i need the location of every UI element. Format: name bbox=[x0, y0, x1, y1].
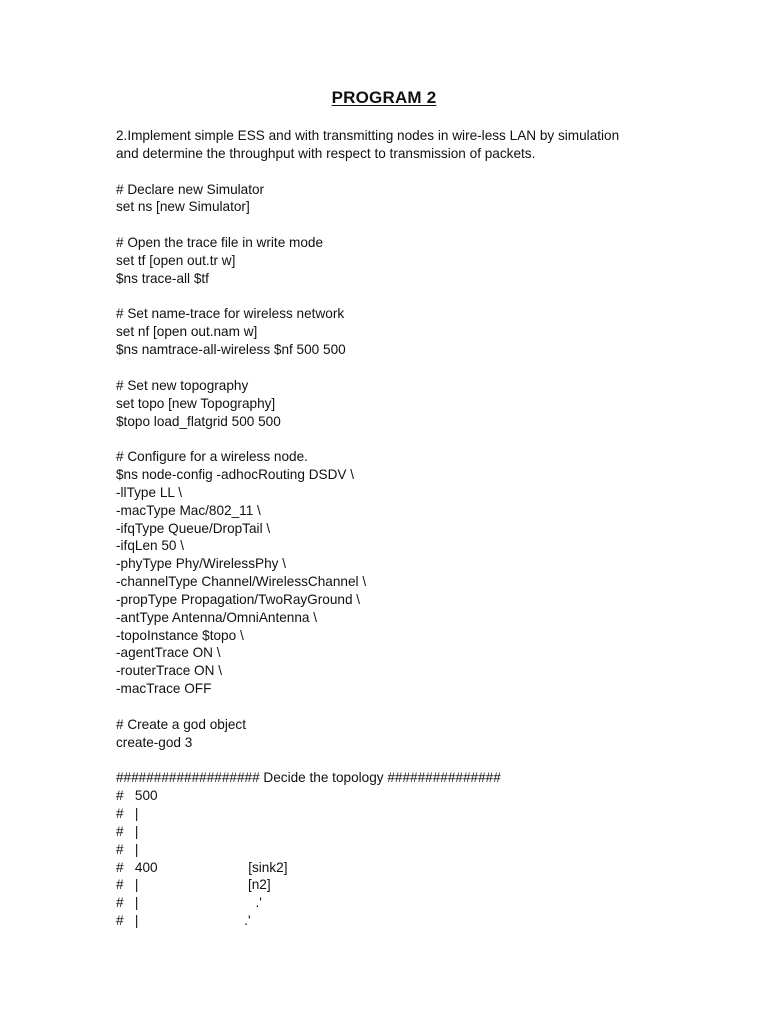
text-line: set ns [new Simulator] bbox=[116, 199, 250, 215]
text-line: -topoInstance $topo \ bbox=[116, 627, 244, 643]
text-line: -ifqLen 50 \ bbox=[116, 538, 185, 554]
text-line: -phyType Phy/WirelessPhy \ bbox=[116, 556, 286, 572]
text-line: # Set name-trace for wireless network bbox=[116, 306, 345, 322]
blank-line bbox=[116, 288, 716, 306]
page-title: PROGRAM 2 bbox=[331, 88, 437, 107]
text-line: set nf [open out.nam w] bbox=[116, 324, 258, 340]
blank-line bbox=[116, 216, 716, 234]
text-line: $ns namtrace-all-wireless $nf 500 500 bbox=[116, 342, 346, 358]
text-line: # | bbox=[116, 841, 139, 857]
text-line: -ifqType Queue/DropTail \ bbox=[116, 520, 271, 536]
program-text bbox=[116, 127, 716, 930]
text-line: 2.Implement simple ESS and with transmitting nodes in wire-less LAN by simulation bbox=[116, 128, 620, 143]
text-line: # 500 bbox=[116, 788, 158, 804]
text-line: # | bbox=[116, 823, 139, 839]
text-line: # | .' bbox=[116, 913, 251, 929]
text-line: -macTrace OFF bbox=[116, 681, 212, 697]
blank-line bbox=[116, 698, 716, 716]
text-line: create-god 3 bbox=[116, 734, 193, 750]
text-line: set topo [new Topography] bbox=[116, 395, 276, 411]
text-line: set tf [open out.tr w] bbox=[116, 252, 236, 268]
text-line: # Configure for a wireless node. bbox=[116, 449, 308, 465]
text-line: ################### Decide the topology ############### bbox=[116, 770, 501, 786]
text-line: # | bbox=[116, 806, 139, 822]
text-line: -routerTrace ON \ bbox=[116, 663, 223, 679]
blank-line bbox=[116, 163, 716, 181]
blank-line bbox=[116, 359, 716, 377]
text-line: -macType Mac/802_11 \ bbox=[116, 502, 261, 518]
text-line: # | .' bbox=[116, 895, 262, 911]
text-line: -llType LL \ bbox=[116, 484, 182, 500]
text-line: # | [n2] bbox=[116, 877, 271, 893]
text-line: # 400 [sink2] bbox=[116, 859, 288, 875]
text-line: -agentTrace ON \ bbox=[116, 645, 221, 661]
text-line: # Declare new Simulator bbox=[116, 181, 265, 197]
text-line: # Set new topography bbox=[116, 377, 249, 393]
text-line: -antType Antenna/OmniAntenna \ bbox=[116, 609, 318, 625]
text-line: # Open the trace file in write mode bbox=[116, 235, 324, 251]
blank-line bbox=[116, 752, 716, 770]
text-line: -channelType Channel/WirelessChannel \ bbox=[116, 574, 367, 590]
text-line: $ns trace-all $tf bbox=[116, 270, 209, 286]
text-line: # Create a god object bbox=[116, 716, 246, 732]
text-line: $topo load_flatgrid 500 500 bbox=[116, 413, 281, 429]
blank-line bbox=[116, 430, 716, 448]
text-line: -propType Propagation/TwoRayGround \ bbox=[116, 591, 361, 607]
text-line: $ns node-config -adhocRouting DSDV \ bbox=[116, 467, 355, 483]
text-line: and determine the throughput with respect to transmission of packets. bbox=[116, 145, 536, 161]
